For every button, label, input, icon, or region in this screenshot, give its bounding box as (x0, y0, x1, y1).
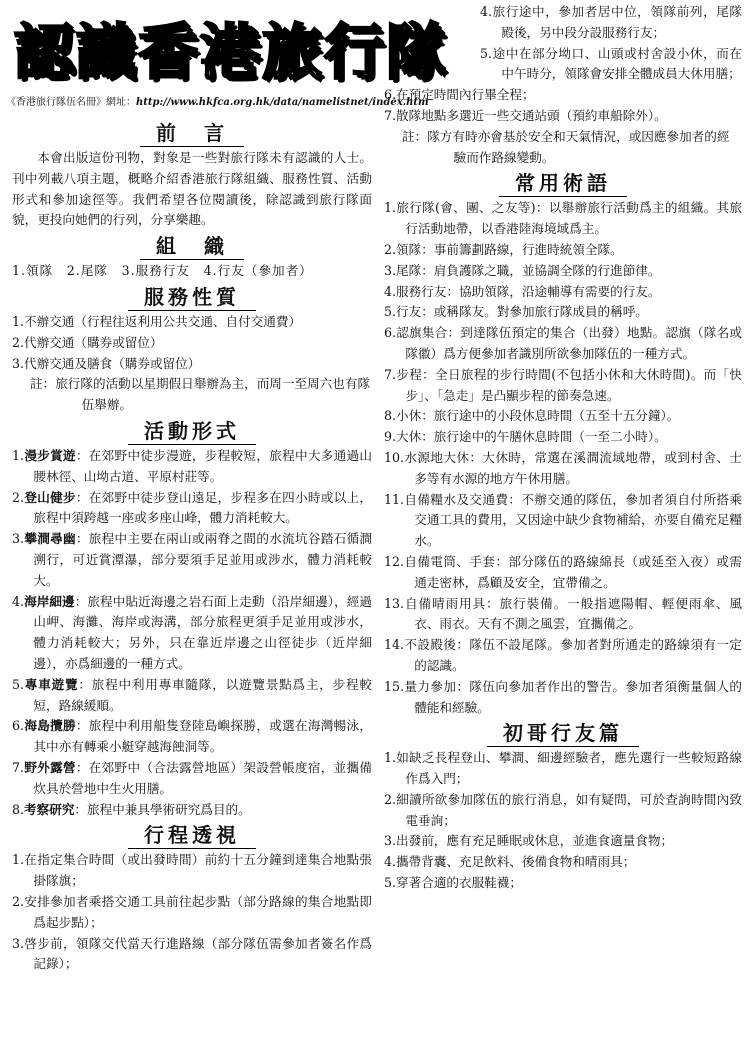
activity-item: 8.考察研究：旅程中兼具學術研究爲目的。 (12, 801, 251, 817)
right-column (384, 0, 742, 894)
term-item: 8.小休：旅行途中的小段休息時間（五至十五分鐘）。 (384, 408, 680, 424)
term-item: 10.水源地大休：大休時，常選在溪澗流域地帶，或到村舍、士多等有水源的地方午休用膳。 (384, 449, 742, 486)
activity-item: 2.登山健步：在郊野中徒步登山遠足，步程多在四小時或以上，旅程中須跨越一座或多座山峰，體力消耗較大。 (12, 489, 373, 526)
term-item: 13.自備晴雨用具：旅行裝備。一般指遮陽帽、輕便雨傘、風衣、雨衣。天有不測之風雲，宜攜備之。 (384, 595, 742, 632)
service-item: 3.代辦交通及膳食（購券或留位） (12, 355, 201, 371)
service-item: 1.不辦交通（行程往返利用公共交通、自付交通費） (12, 313, 302, 329)
term-item: 12.自備電筒、手套：部分隊伍的路線綿長（或延至入夜）或需通走密林，爲顧及安全，宜帶備之。 (384, 553, 742, 590)
beginner-item: 1.如缺乏長程登山、攀澗、細邊經驗者，應先選行一些較短路線作爲入門； (384, 750, 742, 787)
website-label: 《香港旅行隊伍名冊》網址： (6, 97, 136, 108)
activity-item: 7.野外露營：在郊野中（合法露營地區）架設營帳度宿，並攜備炊具於營地中生火用膳。 (12, 759, 373, 796)
terms-heading: 常用術語 (384, 170, 742, 197)
activity-item: 4.海岸細邊：旅程中貼近海邊之岩石面上走動（沿岸細邊），經過山岬、海灘、海岸或海溝，部分旅程更須手足並用或涉水，體力消耗較大；另外，只在靠近岸邊之山徑徒步（近岸細邊），亦爲細邊的一種方式。 (12, 593, 373, 671)
website-link[interactable]: http://www.hkfca.org.hk/data/namelistnet/index.htm (136, 97, 429, 108)
itinerary-note: 註：隊方有時亦會基於安全和天氣情況，或因應參加者的經驗而作路線變動。 (402, 128, 730, 165)
activities-heading: 活動形式 (12, 418, 372, 445)
term-item: 6.認旗集合：到達隊伍預定的集合（出發）地點。認旗（隊名或隊徽）爲方便參加者識別所欲參加隊伍的一種方式。 (384, 325, 742, 361)
term-item: 2.領隊：事前籌劃路線，行進時統領全隊。 (384, 241, 623, 257)
itinerary-heading: 行程透視 (12, 822, 372, 849)
itinerary-item: 2.安排參加者乘搭交通工具前往起步點（部分路線的集合地點即爲起步點）； (12, 893, 372, 930)
beginners-heading: 初哥行友篇 (384, 720, 742, 747)
beginner-item: 3.出發前，應有充足睡眠或休息，並進食適量食物； (384, 833, 674, 849)
term-item: 14.不設殿後：隊伍不設尾隊。參加者對所通走的路線須有一定的認識。 (384, 637, 742, 673)
term-item: 5.行友：或稱隊友。對參加旅行隊成員的稱呼。 (384, 304, 648, 320)
term-item: 4.服務行友：協助領隊，沿途輔導有需要的行友。 (384, 283, 661, 299)
activity-item: 3.攀澗尋幽：旅程中主要在兩山或兩脊之間的水流坑谷踏石循澗溯行，可近賞潭瀑，部分要須手足並用或涉水，體力消耗較大。 (12, 531, 373, 588)
itinerary-item: 6.在預定時間內行畢全程； (384, 87, 535, 103)
itinerary-continued-top (384, 0, 742, 85)
preface-heading: 前 言 (12, 120, 372, 147)
activity-item: 5.專車遊覽：旅程中利用專車隨隊，以遊覽景點爲主，步程較短，路線緩順。 (12, 676, 373, 713)
service-heading: 服務性質 (12, 284, 372, 311)
itinerary-item: 1.在指定集合時間（或出發時間）前約十五分鐘到達集合地點張掛隊旗； (12, 852, 372, 889)
term-item: 15.量力參加：隊伍向參加者作出的警告。參加者須衡量個人的體能和經驗。 (384, 678, 742, 715)
service-note: 註：旅行隊的活動以星期假日舉辦為主，而周一至周六也有隊伍舉辦。 (30, 376, 371, 413)
itinerary-item: 5.途中在部分坳口、山頭或村舍設小休，而在中午時分，領隊會安排全體成員大休用膳； (480, 45, 742, 82)
activity-item: 6.海島攬勝：旅程中利用船隻登陸島嶼探勝，或選在海灣暢泳，其中亦有轉乘小艇穿越海蝕洞等。 (12, 718, 373, 755)
organization-heading: 組 織 (12, 233, 372, 260)
term-item: 1.旅行隊(會、團、之友等)：以舉辦旅行活動爲主的組織。其旅行活動地帶，以香港陸海境域爲主。 (384, 200, 742, 237)
service-item: 2.代辦交通（購券或留位） (12, 334, 163, 350)
term-item: 7.步程：全日旅程的步行時間(不包括小休和大休時間)。而「快步」、「急走」是凸顯步程的節奏急速。 (384, 366, 742, 403)
itinerary-item: 7.散隊地點多選近一些交通站頭（預約車船除外）。 (384, 107, 667, 123)
left-column (12, 118, 372, 975)
itinerary-item: 3.啓步前，領隊交代當天行進路線（部分隊伍需參加者簽名作爲記錄）； (12, 935, 372, 972)
term-item: 11.自備糧水及交通費：不辦交通的隊伍，參加者須自付所搭乘交通工具的費用，又因途中缺少食物補給，亦要自備充足糧水。 (384, 491, 742, 549)
activity-item: 1.漫步賞遊：在郊野中徒步漫遊，步程較短，旅程中大多通過山腰林徑、山坳古道、平原村莊等。 (12, 447, 373, 484)
term-item: 3.尾隊：肩負護隊之職，並協調全隊的行進節律。 (384, 262, 661, 278)
preface-text: 本會出版這份刊物，對象是一些對旅行隊未有認識的人士。刊中列載八項主題，概略介紹香港旅行隊組織、服務性質、活動形式和參加途徑等。我們希望各位閱讀後，除認識到旅行隊面貌，更投向她們的行列，分享樂趣。 (12, 150, 372, 228)
itinerary-item: 4.旅行途中，參加者居中位，領隊前列，尾隊殿後，另中段分設服務行友； (480, 4, 742, 40)
beginner-item: 5.穿著合適的衣服鞋襪； (384, 875, 522, 891)
beginner-item: 4.攜帶背囊、充足飲料、後備食物和晴雨具； (384, 854, 636, 870)
beginner-item: 2.細讀所欲參加隊伍的旅行消息，如有疑問，可於查詢時間內致電垂詢； (384, 791, 742, 828)
page-title: 認識香港旅行隊 (14, 18, 448, 88)
organization-text: 1.領隊 2.尾隊 3.服務行友 4.行友（參加者） (12, 263, 313, 279)
term-item: 9.大休：旅行途中的午膳休息時間（一至二小時）。 (384, 429, 667, 445)
